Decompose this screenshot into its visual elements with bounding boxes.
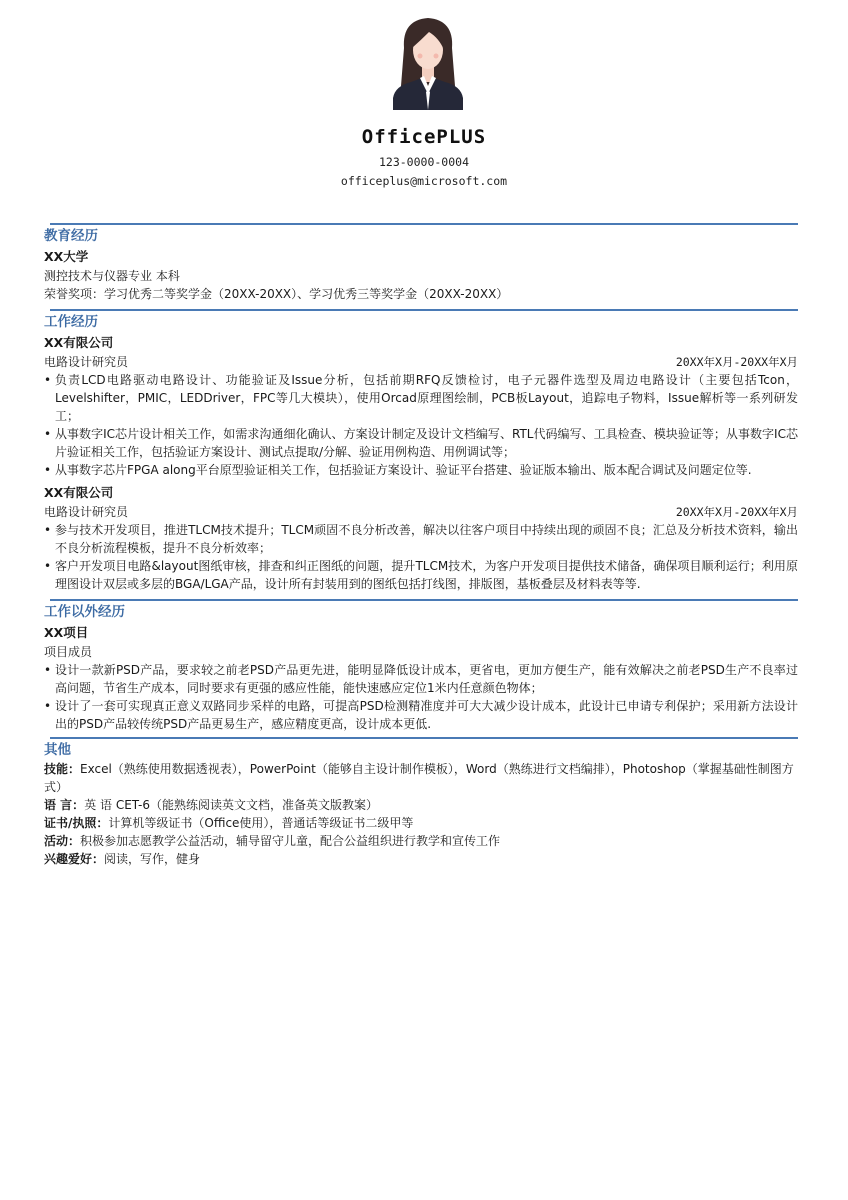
company-name: XX有限公司 <box>44 335 114 350</box>
education-section <box>44 223 798 303</box>
project-bullets <box>44 661 798 733</box>
job-date: 20XX年X月-20XX年X月 <box>675 355 798 369</box>
section-divider <box>50 223 798 225</box>
certificate-value: 计算机等级证书（Office使用），普通话等级证书二级甲等 <box>108 816 414 830</box>
work-section <box>44 309 798 593</box>
extra-section <box>44 599 798 733</box>
bullet-item: • 从事数字芯片FPGA along平台原型验证相关工作，包括验证方案设计、验证平台搭建、验证版本输出、版本配合调试及问题定位等. <box>44 461 798 479</box>
certificate-line <box>44 814 798 832</box>
skills-line <box>44 760 798 796</box>
company-name: XX有限公司 <box>44 485 114 500</box>
extra-title: 工作以外经历 <box>44 604 125 620</box>
avatar <box>391 14 465 110</box>
project-role: 项目成员 <box>44 645 93 659</box>
work-title: 工作经历 <box>44 314 98 330</box>
job-entry <box>44 333 798 479</box>
activity-value: 积极参加志愿教学公益活动，辅导留守儿童，配合公益组织进行教学和宣传工作 <box>80 834 501 848</box>
bullet-item: • 参与技术开发项目，推进TLCM技术提升；TLCM顽固不良分析改善，解决以往客户项目中持续出现的顽固不良；汇总及分析技术资料，输出不良分析流程模板，提升不良分析效率； <box>44 521 798 557</box>
job-bullets <box>44 371 798 479</box>
bullet-item: • 负责LCD电路驱动电路设计、功能验证及Issue分析，包括前期RFQ反馈检讨，电子元器件选型及周边电路设计（主要包括Tcon，Levelshifter，PMIC，LEDDriver，FPC等几大模块），使用Orcad原理图绘制，PCB板Layout，追踪电子物料，Issue解析等一系列研发工； <box>44 371 798 425</box>
education-title: 教育经历 <box>44 228 98 244</box>
section-divider <box>50 599 798 601</box>
language-value: 英 语 CET-6（能熟练阅读英文文档，准备英文版教案） <box>84 798 378 812</box>
resume-content <box>44 223 798 868</box>
job-date: 20XX年X月-20XX年X月 <box>675 505 798 519</box>
language-label: 语 言： <box>44 798 85 812</box>
major-degree: 测控技术与仪器专业 本科 <box>44 269 180 283</box>
bullet-item: • 设计了一套可实现真正意义双路同步采样的电路，可提高PSD检测精准度并可大大减少设计成本，此设计已申请专利保护；采用新方法设计出的PSD产品较传统PSD产品更易生产，感应精度更高，设计成本更低. <box>44 697 798 733</box>
activity-line <box>44 832 798 850</box>
other-section <box>44 737 798 868</box>
section-divider <box>50 309 798 311</box>
hobby-value: 阅读，写作，健身 <box>104 852 201 866</box>
project-name: XX项目 <box>44 625 89 640</box>
school-name: XX大学 <box>44 249 89 264</box>
job-entry <box>44 483 798 593</box>
honors: 荣誉奖项：学习优秀二等奖学金（20XX-20XX）、学习优秀三等奖学金（20XX-20XX） <box>44 287 509 301</box>
hobby-line <box>44 850 798 868</box>
hobby-label: 兴趣爱好： <box>44 852 105 866</box>
other-title: 其他 <box>44 742 71 758</box>
activity-label: 活动： <box>44 834 81 848</box>
phone-number: 123-0000-0004 <box>378 155 469 169</box>
skills-value: Excel（熟练使用数据透视表），PowerPoint（能够自主设计制作模板），Word（熟练进行文档编排），Photoshop（掌握基础性制图方式） <box>44 762 794 794</box>
job-role: 电路设计研究员 <box>44 355 129 369</box>
bullet-item: • 从事数字IC芯片设计相关工作，如需求沟通细化确认、方案设计制定及设计文档编写、RTL代码编写、工具检查、模块验证等；从事数字IC芯片验证相关工作，包括验证方案设计、测试点提取/分解、验证用例构造、用例调试等； <box>44 425 798 461</box>
job-bullets <box>44 521 798 593</box>
section-divider <box>50 737 798 739</box>
certificate-label: 证书/执照： <box>44 816 109 830</box>
job-role: 电路设计研究员 <box>44 505 129 519</box>
email-address: officeplus@microsoft.com <box>340 174 508 188</box>
bullet-item: • 设计一款新PSD产品，要求较之前老PSD产品更先进，能明显降低设计成本，更省电，更加方便生产，能有效解决之前老PSD生产不良率过高问题，节省生产成本，同时要求有更强的感应性能，能快速感应定位1米内任意颜色物体； <box>44 661 798 697</box>
language-line <box>44 796 798 814</box>
bullet-item: • 客户开发项目电路&layout图纸审核，排查和纠正图纸的问题，提升TLCM技术，为客户开发项目提供技术储备，确保项目顺利运行；利用原理图设计双层或多层的BGA/LGA产品，设计所有封装用到的图纸包括打线图，排版图，基板叠层及材料表等等. <box>44 557 798 593</box>
candidate-name: OfficePLUS <box>361 126 487 148</box>
skills-label: 技能： <box>44 762 81 776</box>
